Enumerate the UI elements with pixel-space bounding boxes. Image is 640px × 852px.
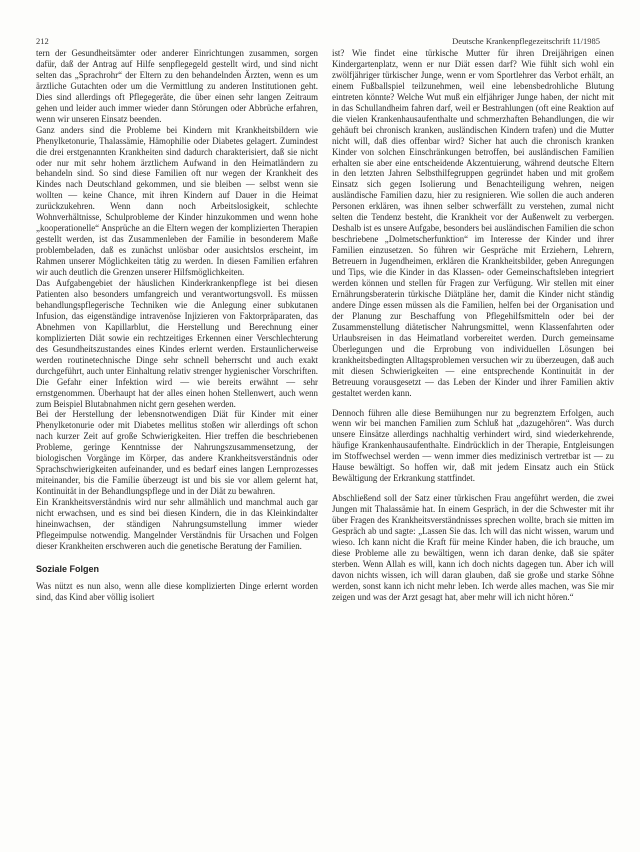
paragraph: Abschließend soll der Satz einer türkischen Frau angeführt werden, die zwei Jungen mit Thalassämie hat. In einem Gespräch, in der die Schwester mit ihr über Fragen des Krankheitsverständnisses sprechen wollte, brach sie mitten im Gespräch ab und sagte: „Lassen Sie das. Ich will das nicht wissen, warum und wieso. Ich kann nicht die Kraft für meine Kinder haben, die ich brauche, um diese Probleme alle zu bewältigen, wenn ich daran denke, daß sie später sterben. Wenn Allah es will, kann ich doch nichts dagegen tun. Aber ich will davon nichts wissen, ich will daran glauben, daß sie große und starke Söhne werden, sonst kann ich nicht mehr leben. Ich werde alles machen, was Sie mir zeigen und was der Arzt gesagt hat, aber mehr will ich nicht hören.“ (332, 493, 614, 602)
paragraph: Dennoch führen alle diese Bemühungen nur zu begrenztem Erfolgen, auch wenn wir bei manchen Familien zum Schluß hat „dazugehören“. Was durch unsere Einsätze allerdings nachhaltig verhindert wird, sind wiederkehrende, häufige Krankenhausaufenthalte. Eindrücklich in der Therapie, Entgleisungen im Stoffwechsel werden — wenn immer dies medizinisch vertretbar ist — zu Hause bewältigt. So hoffen wir, daß mit jedem Einsatz auch ein Stück Bewältigung der Erkrankung stattfindet. (332, 407, 614, 484)
section-heading: Soziale Folgen (36, 563, 100, 574)
page-number: 212 (36, 36, 49, 46)
paragraph: Ganz anders sind die Probleme bei Kindern mit Krankheitsbildern wie Phenylketonurie, Thalassämie, Hämophilie oder Diabetes gelagert. Zumindest die drei erstgenannten Krankheiten sind dadurch charakterisiert, daß sie nicht oder nur mit sehr hohem ärztlichem Aufwand in den Heimatländern zu behandeln sind. So sind diese Familien oft nur wegen der Krankheit des Kindes nach Deutschland gekommen, und sie bleiben — selbst wenn sie wollten — keine Chance, mit ihren Kindern auf Dauer in die Heimat zurückzukehren. Wenn dann noch Arbeitslosigkeit, schlechte Wohnverhältnisse, Schulprobleme der Kinder hinzukommen und wenn hohe „kooperationelle“ Ansprüche an die Eltern wegen der komplizierten Therapien gestellt werden, ist das Zusammenleben der Familie in besonderem Maße problembeladen, daß es zunächst unlösbar oder ausichtslos erscheint, im Rahmen unserer Möglichkeiten tätig zu werden. In diesen Familien erfahren wir auch deutlich die Grenzen unserer Hilfsmöglichkeiten. (36, 124, 318, 278)
paragraph: tern der Gesundheitsämter oder anderer Einrichtungen zusammen, sorgen dafür, daß der Antrag auf Hilfe senpflegegeld gestellt wird, und sind nicht selten das „Sprachrohr“ der Eltern zu den behandelnden Ärzten, wenn es um ärztliche Gutachten oder um die Vermittlung zu anderen Institutionen geht. Dies sind allerdings oft Pflegegeräte, die über einen sehr langen Zeitraum gehen und leider auch immer wieder dann Störungen oder Abbrüche erfahren, wenn wir unseren Einsatz beenden. (36, 48, 318, 124)
paragraph: Bei der Herstellung der lebensnotwendigen Diät für Kinder mit einer Phenylketonurie oder mit Diabetes mellitus stoßen wir allerdings oft schon nach kurzer Zeit auf große Schwierigkeiten. Hier treffen die beschriebenen Probleme, geringe Kenntnisse der Nahrungszusammensetzung, der biologischen Vorgänge im Körper, das andere Krankheitsverständnis oder Sprachschwierigkeiten aufeinander, und es bedarf eines langen Lernprozesses miteinander, bis die Familie überzeugt ist und bis sie vor allem gelernt hat, Kontinuität in der Behandlungspflege und in der Diät zu bewahren. (36, 409, 318, 497)
paragraph: Ein Krankheitsverständnis wird nur sehr allmählich und manchmal auch gar nicht erwachsen, und es sind bei diesen Kindern, die in das Kleinkindalter hineinwachsen, der ständigen Nahrungsumstellung immer wieder Pflegeimpulse notwendig. Mangelnder Verständnis für Ursachen und Folgen dieser Krankheiten erschweren auch die genetische Beratung der Familien. (36, 497, 318, 551)
journal-header: Deutsche Krankenpflegezeitschrift 11/1985 (452, 36, 600, 46)
right-column (332, 48, 614, 603)
left-column (36, 48, 318, 603)
paragraph: Das Aufgabengebiet der häuslichen Kinderkrankenpflege ist bei diesen Patienten also besonders umfangreich und verantwortungsvoll. Es müssen behandlungspflegerische Techniken wie die Anlegung einer subkutanen Infusion, das eigenständige intravenöse Injizieren von Faktorpräparaten, das Abnehmen von Kapillarblut, die Herstellung und Berechnung einer komplizierten Diät sowie ein rechtzeitiges Erkennen einer Verschlechterung des Gesundheitszustandes eines Kindes erlernt werden. Erstaunlicherweise werden routinetechnische Dinge sehr schnell beherrscht und auch exakt durchgeführt, auch unter Einhaltung relativ strenger hygienischer Vorschriften. Die Gefahr einer Infektion wird — wie bereits erwähnt — sehr ernstgenommen. Überhaupt hat der alles einen hohen Stellenwert, auch wenn zum Beispiel Blutabnahmen nicht gern gesehen werden. (36, 278, 318, 409)
paragraph: Was nützt es nun also, wenn alle diese komplizierten Dinge erlernt worden sind, das Kind aber völlig isoliert (36, 580, 318, 602)
paragraph: ist? Wie findet eine türkische Mutter für ihren Dreijährigen einen Kindergartenplatz, wenn er nur Diät essen darf? Wie fühlt sich wohl ein zwölfjähriger türkischer Junge, wenn er vom Sportlehrer das Verbot erhält, an einem Fußballspiel teilzunehmen, weil eine lebensbedrohliche Blutung eintreten könnte? Welche Wut muß ein elfjähriger Junge haben, der nicht mit in das Schullandheim fahren darf, weil er Bestrahlungen (oft eine Reaktion auf die vielen Krankenhausaufenthalte und schmerzhaften Behandlungen, die wir gehäuft bei chronisch kranken, ausländischen Kindern trafen) und die Mutter nicht will, daß dies offenbar wird? Sicher hat auch die chronisch kranken Kinder von solchen Einschränkungen betroffen, bei ausländischen Familien erhalten sie aber eine entscheidende Akzentuierung, während deutsche Eltern in den letzten Jahren Selbsthilfegruppen gegründet haben und mit großem Einsatz sich gegen Isolierung und Benachteiligung wehren, neigen ausländische Familien dazu, hier zu resignieren. Wie sollen die auch anderen Personen erklären, was ihnen selber schwerfällt zu verstehen, zumal nicht selten die Tendenz besteht, die Krankheit vor der Außenwelt zu verbergen. Deshalb ist es unsere Aufgabe, besonders bei ausländischen Familien die schon beschriebene „Dolmetscherfunktion“ im Interesse der Kinder und ihrer Familien einzusetzen. So führen wir Gespräche mit Erziehern, Lehrern, Betreuern in Jugendheimen, erklären die Krankheitsbilder, geben Anregungen und Tips, wie die Kinder in das Klassen- oder Gemeinschaftsleben integriert werden können und stellen für Fragen zur Verfügung. Wir stellen mit einer Ernährungsberaterin türkische Diätpläne her, damit die Kinder nicht ständig andere Dinge essen müssen als die Familien, helfen bei der Organisation und der Planung zur Beschaffung von Pflegehilfsmitteln oder bei der Zusammenstellung diätetischer Nahrungsmittel, wenn Klassenfahrten oder Urlaubsreisen in das Heimatland vorbereitet werden. Durch gemeinsame Überlegungen und die Erprobung von individuellen Lösungen bei krankheitsbedingten Alltagsproblemen versuchen wir zu überzeugen, daß auch mit diesen Schwierigkeiten — eine entsprechende Kontinuität in der Betreuung vorausgesetzt — das Leben der Kinder und ihrer Familien aktiv gestaltet werden kann. (332, 48, 614, 398)
